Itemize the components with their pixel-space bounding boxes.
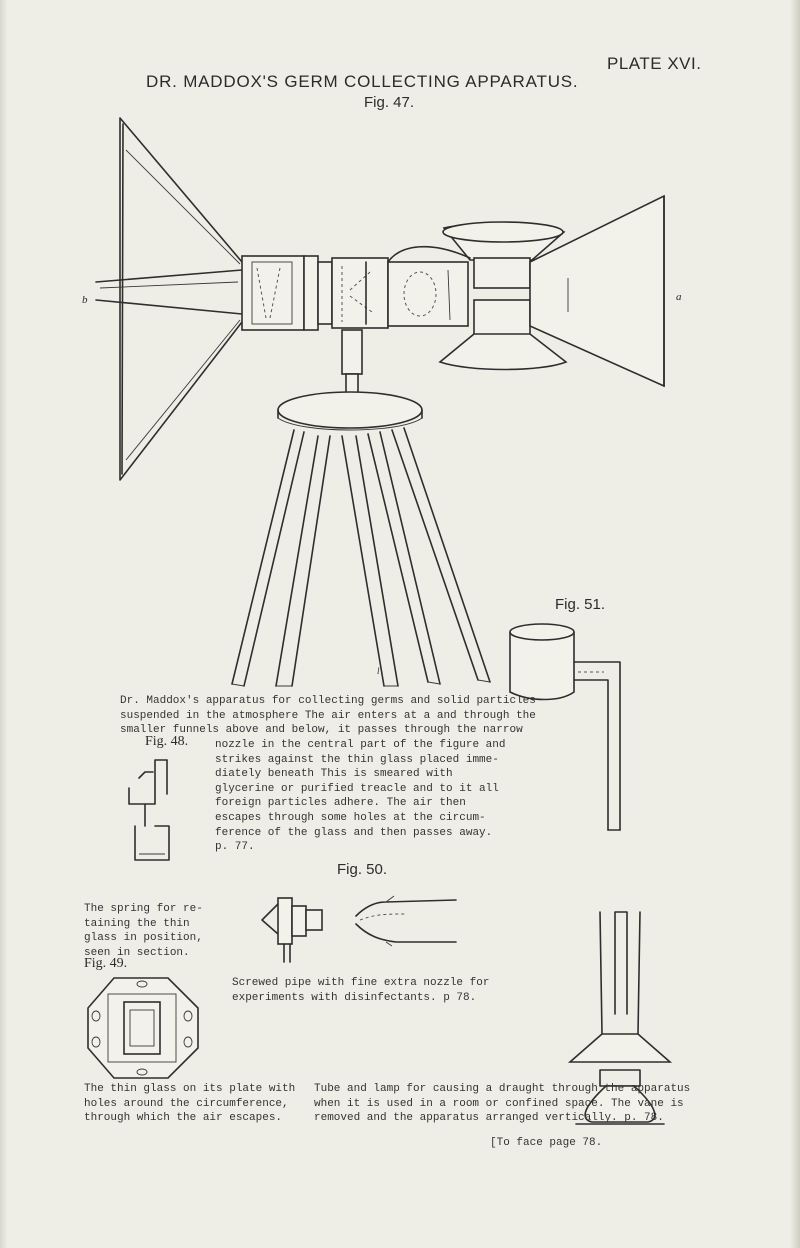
caption-line: glass in position, xyxy=(84,932,203,945)
fig-50-caption xyxy=(232,976,489,1005)
caption-line: The spring for re- xyxy=(84,903,203,915)
fig-47-caption xyxy=(120,694,536,738)
caption-line: diately beneath This is smeared with xyxy=(215,768,453,781)
central-cylinder xyxy=(332,258,468,328)
caption-line: p. 77. xyxy=(215,841,255,854)
caption-line: seen in section. xyxy=(84,946,190,959)
spring-section xyxy=(129,760,169,860)
caption-line: suspended in the atmosphere The air enters at a and through the xyxy=(120,709,536,722)
fig-49-illustration xyxy=(84,972,204,1082)
caption-line: ference of the glass and then passes away. xyxy=(215,826,493,839)
caption-line: when it is used in a room or confined space. The vane is xyxy=(314,1097,684,1110)
caption-line: taining the thin xyxy=(84,917,190,930)
fig-47-label: Fig. 47. xyxy=(364,94,415,111)
caption-line: foreign particles adhere. The air then xyxy=(215,797,466,810)
plate-number: PLATE XVI. xyxy=(607,54,702,73)
caption-line: The thin glass on its plate with xyxy=(84,1083,296,1095)
caption-line: Screwed pipe with fine extra nozzle for xyxy=(232,977,490,989)
caption-line: holes around the circumference, xyxy=(84,1097,289,1110)
caption-line: experiments with disinfectants. p 78. xyxy=(232,991,477,1004)
screwed-pipe xyxy=(262,898,322,962)
caption-line: glycerine or purified treacle and to it all xyxy=(215,782,499,795)
fig-48-label: Fig. 48. xyxy=(145,734,189,749)
glass-plate xyxy=(88,978,198,1078)
caption-line: removed and the apparatus arranged vertically. p. 78. xyxy=(314,1112,664,1125)
fig-48-caption xyxy=(84,902,203,960)
fig-49-label: Fig. 49. xyxy=(84,956,128,971)
fig-48-illustration xyxy=(115,754,185,874)
fig-47-letter-b: b xyxy=(82,294,88,306)
caption-line: through which the air escapes. xyxy=(84,1112,283,1125)
lamp-chimney xyxy=(570,1034,670,1086)
fig-47-letter-a: a xyxy=(676,291,682,303)
fig-49-caption xyxy=(84,1082,295,1126)
caption-line: strikes against the thin glass placed imme- xyxy=(215,753,499,766)
plate-title: DR. MADDOX'S GERM COLLECTING APPARATUS. xyxy=(146,72,579,91)
fig-51-label: Fig. 51. xyxy=(555,596,606,613)
fig-47-caption-continued xyxy=(215,738,505,855)
fig-47-letter-l: l xyxy=(377,666,380,676)
fig-51-caption xyxy=(314,1082,690,1126)
tripod-legs xyxy=(232,428,490,686)
left-funnel-b xyxy=(96,118,242,480)
facing-page-note: [To face page 78. xyxy=(490,1137,603,1149)
vertical-tube xyxy=(600,912,640,1034)
left-chamber xyxy=(242,256,332,330)
caption-line: Dr. Maddox's apparatus for collecting germs and solid particles xyxy=(120,695,536,707)
fig-50-illustration xyxy=(256,884,496,964)
fine-nozzle xyxy=(356,896,456,946)
caption-line: nozzle in the central part of the figure and xyxy=(215,739,506,751)
caption-line: smaller funnels above and below, it passes through the narrow xyxy=(120,724,523,737)
fig-51-illustration xyxy=(490,610,670,1130)
caption-line: escapes through some holes at the circum- xyxy=(215,811,486,824)
stand-top xyxy=(278,392,422,430)
fig-50-label: Fig. 50. xyxy=(337,861,388,878)
caption-line: Tube and lamp for causing a draught through the apparatus xyxy=(314,1083,691,1095)
